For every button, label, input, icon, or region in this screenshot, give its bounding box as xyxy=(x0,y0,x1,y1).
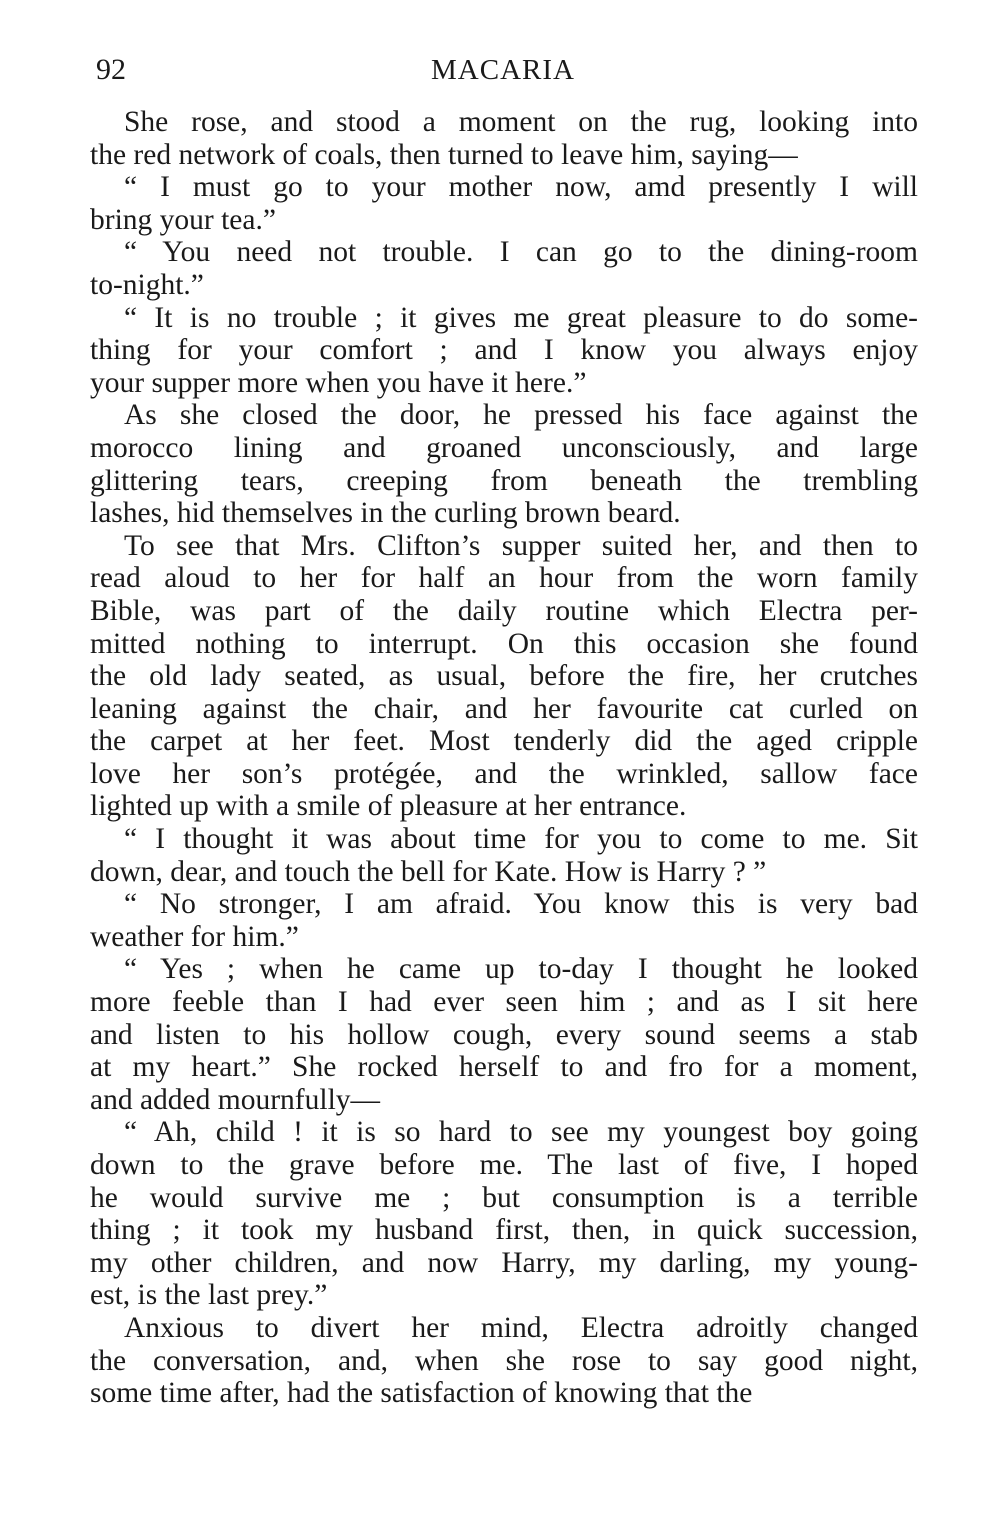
text-line: the old lady seated, as usual, before the fire, her crutches xyxy=(90,660,918,693)
text-line: down, dear, and touch the bell for Kate. How is Harry ? ” xyxy=(90,855,767,888)
text-line: “ I must go to your mother now, amd presently I will xyxy=(124,171,918,204)
text-line: mitted nothing to interrupt. On this occasion she found xyxy=(90,627,918,660)
paragraph xyxy=(90,823,918,888)
paragraph xyxy=(90,888,918,953)
text-line: love her son’s protégée, and the wrinkled, sallow face xyxy=(90,757,918,790)
text-line: Anxious to divert her mind, Electra adroitly changed xyxy=(124,1311,918,1344)
text-line: “ Yes ; when he came up to-day I thought he looked xyxy=(124,953,918,986)
text-line: and listen to his hollow cough, every sound seems a stab xyxy=(90,1018,918,1051)
text-line: est, is the last prey.” xyxy=(90,1279,328,1312)
text-line: As she closed the door, he pressed his face against the xyxy=(124,399,918,432)
paragraph xyxy=(90,1116,918,1312)
text-line: some time after, had the satisfaction of knowing that the xyxy=(90,1377,753,1410)
text-line: weather for him.” xyxy=(90,920,299,953)
text-line: the red network of coals, then turned to leave him, saying— xyxy=(90,138,798,171)
text-line: lighted up with a smile of pleasure at her entrance. xyxy=(90,790,687,823)
text-line: and added mournfully— xyxy=(90,1083,381,1116)
page-number: 92 xyxy=(96,53,126,86)
text-line: my other children, and now Harry, my darling, my young- xyxy=(90,1246,918,1279)
text-line: thing ; it took my husband first, then, in quick succession, xyxy=(90,1214,918,1247)
paragraph xyxy=(90,236,918,301)
text-line: Bible, was part of the daily routine which Electra per- xyxy=(90,594,918,627)
text-line: “ You need not trouble. I can go to the dining-room xyxy=(124,236,918,269)
paragraph xyxy=(90,302,918,400)
text-line: to-night.” xyxy=(90,268,204,301)
text-line: your supper more when you have it here.” xyxy=(90,366,587,399)
text-line: glittering tears, creeping from beneath the trembling xyxy=(90,464,918,497)
text-line: She rose, and stood a moment on the rug, looking into xyxy=(124,106,918,138)
page-header xyxy=(90,50,916,90)
text-line: “ I thought it was about time for you to come to me. Sit xyxy=(124,823,918,856)
paragraph xyxy=(90,106,918,171)
paragraph xyxy=(90,399,918,529)
running-title: MACARIA xyxy=(431,54,575,86)
text-line: “ Ah, child ! it is so hard to see my youngest boy going xyxy=(124,1116,918,1149)
text-line: To see that Mrs. Clifton’s supper suited her, and then to xyxy=(124,529,918,562)
text-line: he would survive me ; but consumption is a terrible xyxy=(90,1181,918,1214)
text-line: at my heart.” She rocked herself to and fro for a moment, xyxy=(90,1051,918,1084)
paragraph xyxy=(90,171,918,236)
text-line: “ No stronger, I am afraid. You know this is very bad xyxy=(124,888,918,921)
text-line: down to the grave before me. The last of five, I hoped xyxy=(90,1149,918,1181)
text-line: thing for your comfort ; and I know you always enjoy xyxy=(90,334,918,367)
text-line: “ It is no trouble ; it gives me great pleasure to do some- xyxy=(124,301,918,334)
text-line: bring your tea.” xyxy=(90,203,276,236)
text-line: read aloud to her for half an hour from the worn family xyxy=(90,562,918,595)
text-line: morocco lining and groaned unconsciously, and large xyxy=(90,431,918,464)
text-line: the conversation, and, when she rose to say good night, xyxy=(90,1344,918,1377)
text-line: more feeble than I had ever seen him ; and as I sit here xyxy=(90,986,918,1019)
text-line: lashes, hid themselves in the curling brown beard. xyxy=(90,497,681,530)
body-text xyxy=(90,106,918,1410)
paragraph xyxy=(90,530,918,823)
paragraph xyxy=(90,1312,918,1410)
text-line: the carpet at her feet. Most tenderly did the aged cripple xyxy=(90,725,918,758)
text-line: leaning against the chair, and her favourite cat curled on xyxy=(90,692,918,725)
paragraph xyxy=(90,953,918,1116)
